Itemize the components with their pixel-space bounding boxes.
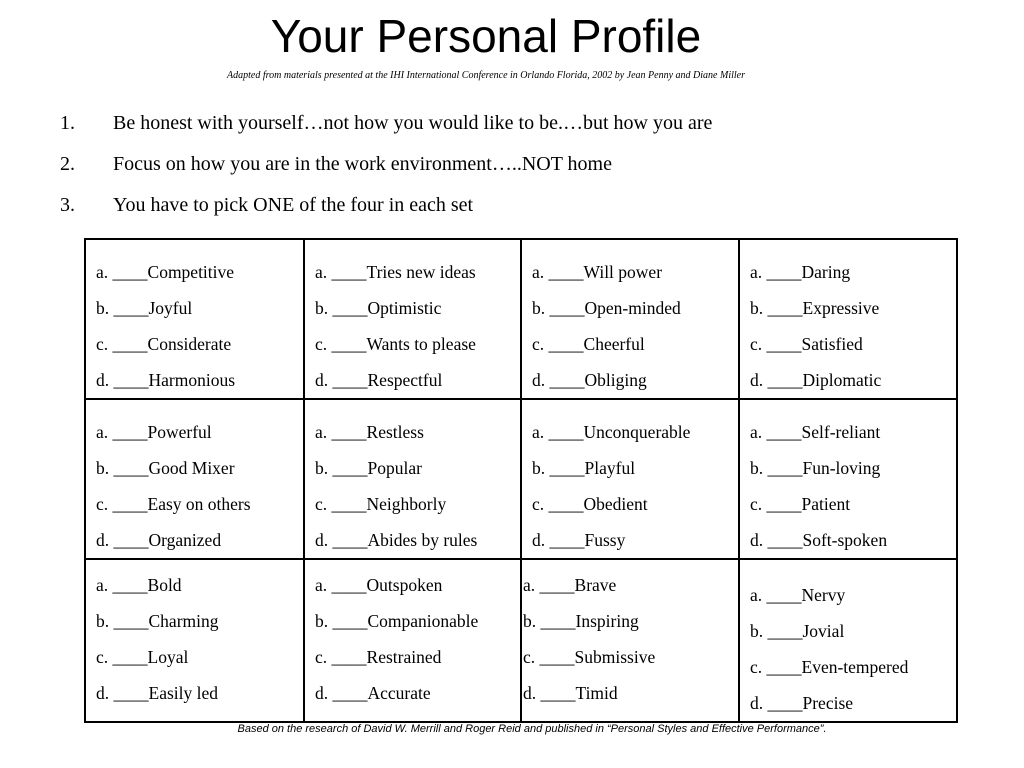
option-item[interactable]: c. ____Restrained: [315, 647, 442, 667]
option-item[interactable]: a. ____Brave: [523, 575, 617, 595]
option-set: [85, 559, 304, 722]
option-set: [739, 399, 957, 559]
option-item[interactable]: b. ____Expressive: [750, 298, 880, 318]
option-item[interactable]: a. ____Daring: [750, 262, 851, 282]
option-item[interactable]: d. ____Obliging: [532, 370, 647, 390]
option-item[interactable]: c. ____Neighborly: [315, 494, 447, 514]
option-item[interactable]: a. ____Will power: [532, 262, 663, 282]
option-item[interactable]: c. ____Loyal: [96, 647, 189, 667]
instruction-text: Be honest with yourself…not how you would like to be.…but how you are: [113, 112, 713, 134]
option-set: [304, 399, 521, 559]
option-item[interactable]: b. ____Popular: [315, 458, 422, 478]
option-item[interactable]: a. ____Outspoken: [315, 575, 443, 595]
option-set: [521, 559, 739, 722]
instruction-number: 1.: [60, 112, 75, 134]
option-item[interactable]: d. ____Abides by rules: [315, 530, 478, 550]
option-item[interactable]: d. ____Precise: [750, 693, 854, 713]
option-list: [740, 240, 956, 398]
option-item[interactable]: c. ____Cheerful: [532, 334, 645, 354]
instruction-number: 2.: [60, 153, 75, 175]
option-item[interactable]: a. ____Restless: [315, 422, 424, 442]
option-item[interactable]: b. ____Fun-loving: [750, 458, 881, 478]
option-item[interactable]: b. ____Optimistic: [315, 298, 442, 318]
option-list: [740, 400, 956, 558]
option-set: [521, 399, 739, 559]
option-item[interactable]: d. ____Respectful: [315, 370, 443, 390]
option-list: [86, 240, 303, 398]
option-list: [305, 240, 520, 398]
profile-grid: [84, 238, 958, 723]
option-item[interactable]: b. ____Open-minded: [532, 298, 681, 318]
option-item[interactable]: a. ____Tries new ideas: [315, 262, 476, 282]
option-list: [522, 240, 738, 398]
option-item[interactable]: a. ____Nervy: [750, 585, 846, 605]
option-list: [522, 560, 738, 711]
source-footnote: Based on the research of David W. Merrill and Roger Reid and published in “Personal Styles and Effective Performance”.: [237, 723, 827, 735]
option-item[interactable]: c. ____Considerate: [96, 334, 232, 354]
option-item[interactable]: b. ____Good Mixer: [96, 458, 235, 478]
option-set: [739, 239, 957, 399]
option-item[interactable]: c. ____Obedient: [532, 494, 648, 514]
option-item[interactable]: c. ____Even-tempered: [750, 657, 909, 677]
option-list: [86, 560, 303, 711]
option-item[interactable]: b. ____Joyful: [96, 298, 193, 318]
option-list: [86, 400, 303, 558]
option-item[interactable]: c. ____Satisfied: [750, 334, 863, 354]
option-item[interactable]: d. ____Diplomatic: [750, 370, 882, 390]
instruction-number: 3.: [60, 194, 75, 216]
option-item[interactable]: a. ____Self-reliant: [750, 422, 881, 442]
option-set: [521, 239, 739, 399]
page-subtitle: Adapted from materials presented at the IHI International Conference in Orlando Florida, 2002 by Jean Penny and Diane Miller: [227, 70, 745, 81]
grid-row: [85, 559, 957, 722]
option-list: [740, 560, 956, 721]
option-item[interactable]: d. ____Timid: [523, 683, 618, 703]
option-item[interactable]: d. ____Organized: [96, 530, 222, 550]
option-item[interactable]: c. ____Easy on others: [96, 494, 251, 514]
option-item[interactable]: a. ____Competitive: [96, 262, 235, 282]
page-title: Your Personal Profile: [270, 10, 702, 62]
option-item[interactable]: a. ____Unconquerable: [532, 422, 691, 442]
option-item[interactable]: a. ____Bold: [96, 575, 182, 595]
option-item[interactable]: b. ____Jovial: [750, 621, 845, 641]
option-list: [305, 560, 520, 711]
option-item[interactable]: c. ____Patient: [750, 494, 851, 514]
option-set: [85, 239, 304, 399]
grid-row: [85, 239, 957, 399]
option-item[interactable]: b. ____Companionable: [315, 611, 479, 631]
option-set: [304, 559, 521, 722]
option-item[interactable]: d. ____Accurate: [315, 683, 431, 703]
option-item[interactable]: b. ____Inspiring: [523, 611, 639, 631]
option-item[interactable]: b. ____Playful: [532, 458, 636, 478]
option-item[interactable]: d. ____Harmonious: [96, 370, 236, 390]
option-item[interactable]: c. ____Wants to please: [315, 334, 476, 354]
option-set: [304, 239, 521, 399]
instruction-text: Focus on how you are in the work environment…..NOT home: [113, 153, 612, 175]
option-item[interactable]: d. ____Soft-spoken: [750, 530, 888, 550]
option-item[interactable]: d. ____Easily led: [96, 683, 218, 703]
option-item[interactable]: b. ____Charming: [96, 611, 219, 631]
option-item[interactable]: a. ____Powerful: [96, 422, 212, 442]
option-list: [305, 400, 520, 558]
instruction-text: You have to pick ONE of the four in each set: [113, 194, 474, 216]
option-list: [522, 400, 738, 558]
grid-row: [85, 399, 957, 559]
option-item[interactable]: d. ____Fussy: [532, 530, 626, 550]
option-set: [85, 399, 304, 559]
option-set: [739, 559, 957, 722]
option-item[interactable]: c. ____Submissive: [523, 647, 656, 667]
